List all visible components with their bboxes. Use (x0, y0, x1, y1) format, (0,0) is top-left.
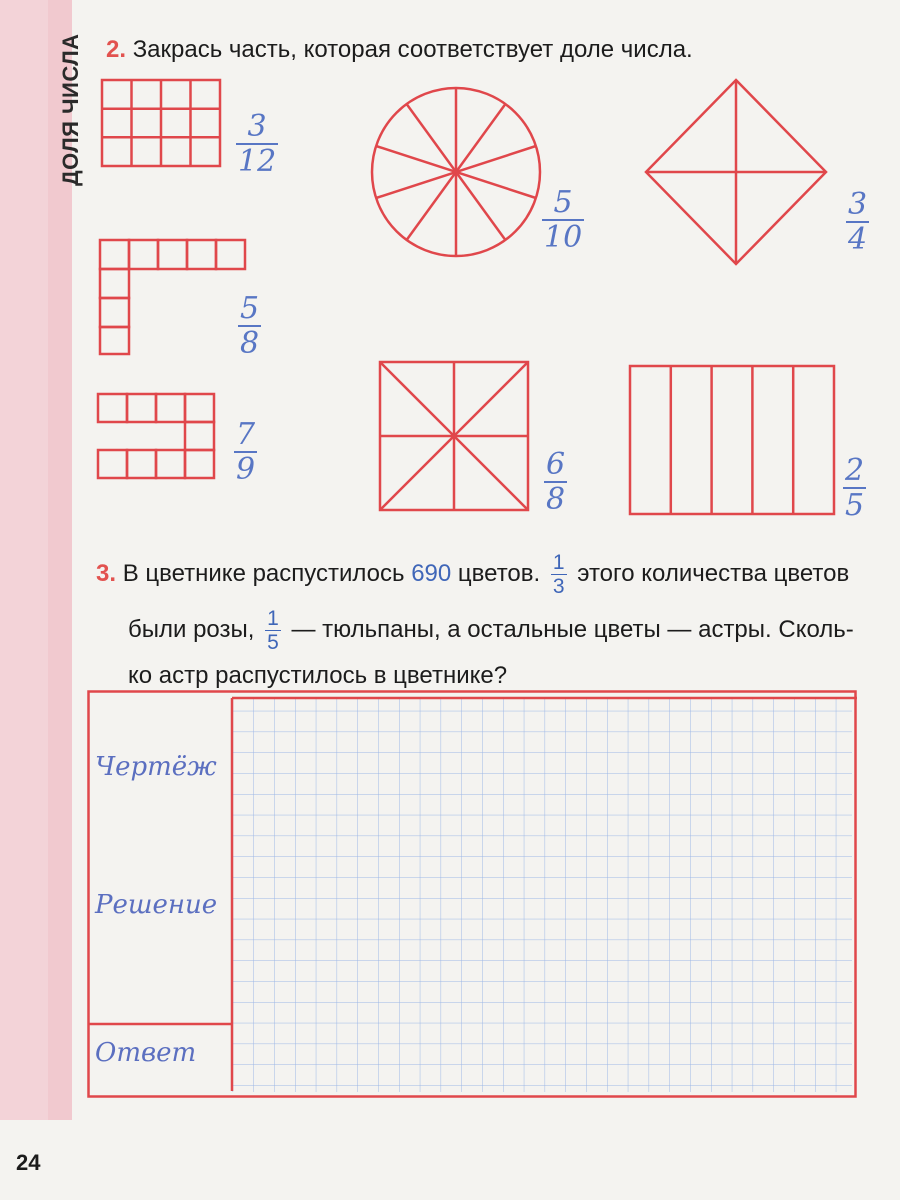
task3-text-a: В цветнике распустилось (122, 559, 405, 587)
page-number: 24 (16, 1150, 41, 1175)
figure-rect-grid-12[interactable] (102, 80, 220, 166)
task3-text-c: этого количества цветов (577, 559, 850, 587)
figure-circle-10[interactable] (372, 88, 540, 256)
figure-diamond-4[interactable] (646, 80, 826, 264)
figure-bracket-shape-9[interactable] (98, 394, 214, 478)
label-answer: Ответ (95, 1038, 197, 1068)
task3-text-b: цветов. (457, 559, 541, 587)
flower-count: 690 (411, 559, 452, 587)
task2-number: 2. (106, 36, 127, 63)
task3-number: 3. (96, 559, 117, 587)
task3-text-f: ко астр распустилось в цветнике? (128, 662, 508, 689)
figure-square-8[interactable] (380, 362, 528, 510)
section-title: ДОЛЯ ЧИСЛА (58, 33, 83, 186)
label-drawing: Чертёж (95, 752, 217, 782)
fraction-2-5: $\frac{2}{5}$ (845, 453, 865, 523)
task3-text-e: — тюльпаны, а остальные цветы — астры. Сколь- (291, 615, 854, 643)
inline-fraction-1-5: $\frac{1}{5}$ (267, 607, 279, 654)
task3-line3 (128, 660, 507, 691)
fraction-5-10: $\frac{5}{10}$ (544, 185, 583, 255)
fraction-3-12: $\frac{3}{12}$ (238, 109, 277, 179)
task3-text-d: были розы, (128, 615, 255, 643)
inline-fraction-1-3: $\frac{1}{3}$ (552, 551, 565, 598)
figure-l-shape-8[interactable] (100, 240, 245, 354)
task3-line1 (96, 552, 849, 597)
fraction-6-8: $\frac{6}{8}$ (546, 447, 566, 517)
figure-rect-strips-5[interactable] (630, 366, 834, 514)
grid-area[interactable] (232, 698, 852, 1092)
fraction-5-8: $\frac{5}{8}$ (240, 291, 260, 361)
fraction-7-9: $\frac{7}{9}$ (236, 417, 256, 487)
fraction-3-4: $\frac{3}{4}$ (848, 187, 868, 257)
task3-line2 (128, 608, 854, 653)
task2-text: Закрась часть, которая соответствует доле числа. (132, 36, 693, 63)
label-solution: Решение (95, 890, 218, 920)
